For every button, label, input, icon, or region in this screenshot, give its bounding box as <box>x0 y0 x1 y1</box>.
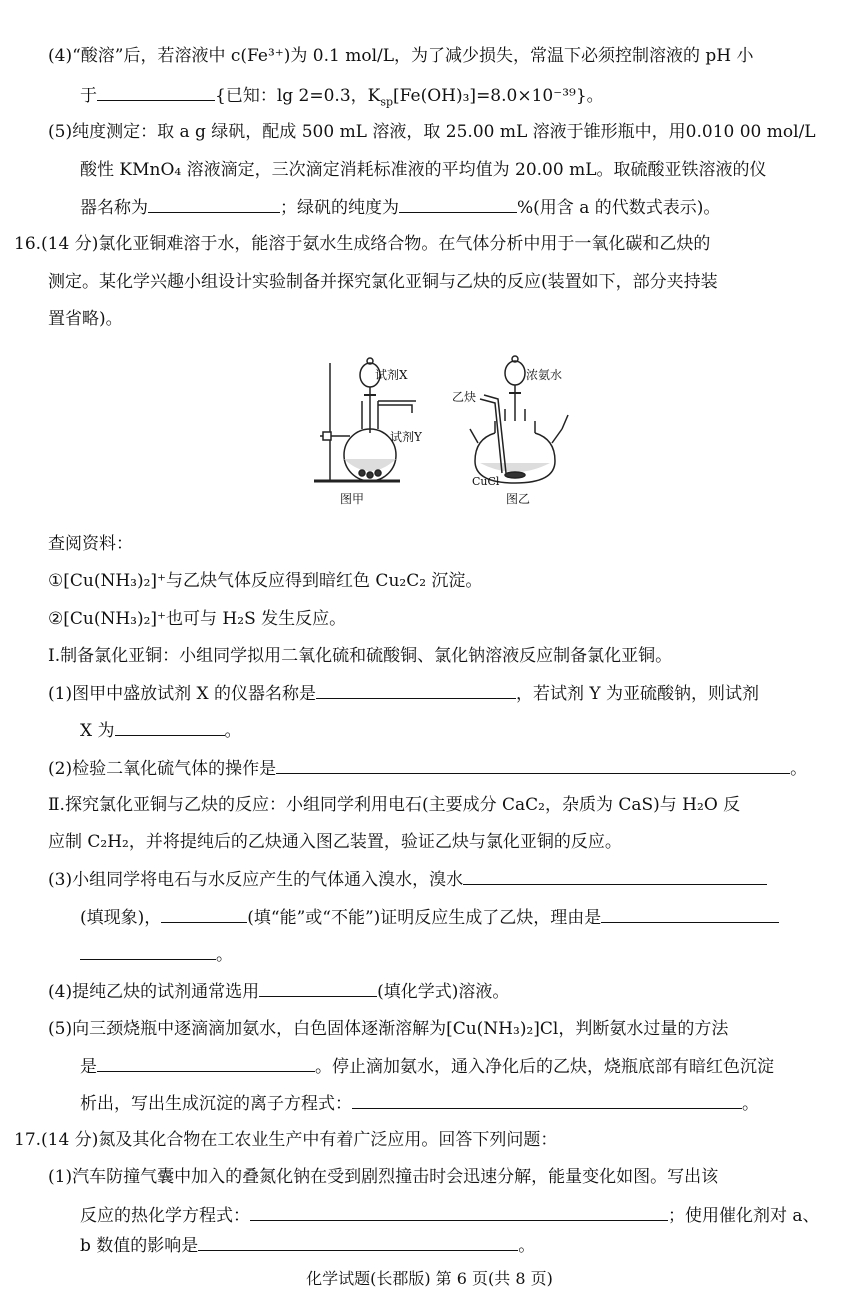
text: (1)图甲中盛放试剂 X 的仪器名称是 <box>48 684 316 704</box>
q16-4-line <box>48 980 509 1003</box>
label-ammonia: 浓氨水 <box>526 368 563 382</box>
q16-heading-line3: 置省略)。 <box>48 309 123 329</box>
text: 。 <box>742 1094 759 1114</box>
text: (填化学式)溶液。 <box>377 982 510 1002</box>
text: 。 <box>216 945 233 965</box>
page-footer: 化学试题(长郡版) 第 6 页(共 8 页) <box>306 1269 553 1288</box>
text: 。停止滴加氨水，通入净化后的乙炔，烧瓶底部有暗红色沉淀 <box>315 1057 774 1077</box>
q16-5-line1: (5)向三颈烧瓶中逐滴滴加氨水，白色固体逐渐溶解为[Cu(NH₃)₂]Cl，判断氨水过量的方法 <box>48 1019 729 1039</box>
answer-blank[interactable] <box>399 196 517 213</box>
answer-blank[interactable] <box>80 943 216 960</box>
text: 于 <box>80 86 97 106</box>
answer-blank[interactable] <box>259 980 377 997</box>
text: (填现象)， <box>80 908 162 928</box>
text: (2)检验二氧化硫气体的操作是 <box>48 759 277 779</box>
q16-1-line1 <box>48 682 759 705</box>
q16-3-line1 <box>48 868 767 891</box>
q16-heading-line1: 16.(14 分)氯化亚铜难溶于水，能溶于氨水生成络合物。在气体分析中用于一氧化碳和乙炔的 <box>14 234 711 254</box>
label-figure-jia: 图甲 <box>340 492 365 506</box>
part-2-heading-line2: 应制 C₂H₂，并将提纯后的乙炔通入图乙装置，验证乙炔与氯化亚铜的反应。 <box>48 832 622 852</box>
text: ；绿矾的纯度为 <box>280 198 399 218</box>
answer-blank[interactable] <box>601 906 779 923</box>
text: 是 <box>80 1057 97 1077</box>
answer-blank[interactable] <box>250 1204 668 1221</box>
q15-p4-line1: (4)“酸溶”后，若溶液中 c(Fe³⁺)为 0.1 mol/L，为了减少损失，常温下必须控制溶液的 pH 小 <box>48 46 754 66</box>
part-1-heading: Ⅰ.制备氯化亚铜：小组同学拟用二氧化硫和硫酸铜、氯化钠溶液反应制备氯化亚铜。 <box>48 646 673 666</box>
text: %(用含 a 的代数式表示)。 <box>517 198 721 218</box>
answer-blank[interactable] <box>316 682 516 699</box>
answer-blank[interactable] <box>276 757 790 774</box>
text: 反应的热化学方程式： <box>80 1206 250 1226</box>
q15-p5-line3 <box>80 196 720 219</box>
q16-5-line3 <box>80 1092 759 1115</box>
answer-blank[interactable] <box>115 719 225 736</box>
apparatus-figure <box>300 343 580 513</box>
q17-1-line1: (1)汽车防撞气囊中加入的叠氮化钠在受到剧烈撞击时会迅速分解，能量变化如图。写出该 <box>48 1167 719 1187</box>
answer-blank[interactable] <box>463 868 767 885</box>
q15-p5-line1: (5)纯度测定：取 a g 绿矾，配成 500 mL 溶液，取 25.00 mL 溶液于锥形瓶中，用0.010 00 mol/L <box>48 122 816 142</box>
answer-blank[interactable] <box>198 1234 518 1251</box>
answer-blank[interactable] <box>148 196 280 213</box>
q17-heading: 17.(14 分)氮及其化合物在工农业生产中有着广泛应用。回答下列问题： <box>14 1130 558 1150</box>
q16-1-line2 <box>80 719 242 742</box>
label-figure-yi: 图乙 <box>506 492 531 506</box>
text: 。 <box>518 1236 536 1256</box>
q16-heading-line2: 测定。某化学兴趣小组设计实验制备并探究氯化亚铜与乙炔的反应(装置如下，部分夹持装 <box>48 272 718 292</box>
answer-blank[interactable] <box>352 1092 742 1109</box>
q17-1-line3 <box>80 1234 535 1257</box>
text: (填“能”或“不能”)证明反应生成了乙炔，理由是 <box>247 908 602 928</box>
text: ，若试剂 Y 为亚硫酸钠，则试剂 <box>516 684 760 704</box>
text: 。 <box>790 759 808 779</box>
text: 器名称为 <box>80 198 148 218</box>
part-2-heading-line1: Ⅱ.探究氯化亚铜与乙炔的反应：小组同学利用电石(主要成分 CaC₂，杂质为 CaS)与 H₂O 反 <box>48 795 741 815</box>
reference-item-2: ②[Cu(NH₃)₂]⁺也可与 H₂S 发生反应。 <box>48 609 347 629</box>
q16-3-line2 <box>80 906 779 929</box>
q17-1-line2 <box>80 1204 820 1227</box>
text: X 为 <box>80 721 115 741</box>
text: (4)提纯乙炔的试剂通常选用 <box>48 982 260 1002</box>
label-reagent-x: 试剂X <box>375 368 408 382</box>
text: ；使用催化剂对 a、 <box>668 1206 820 1226</box>
q15-p5-line2: 酸性 KMnO₄ 溶液滴定，三次滴定消耗标准液的平均值为 20.00 mL。取硫酸亚铁溶液的仪 <box>80 160 767 180</box>
text: [Fe(OH)₃]=8.0×10⁻³⁹}。 <box>393 86 604 106</box>
label-alkyne: 乙炔 <box>452 390 477 404</box>
answer-blank[interactable] <box>97 84 215 101</box>
text: 析出，写出生成沉淀的离子方程式： <box>80 1094 352 1114</box>
label-cucl: CuCl <box>472 475 500 488</box>
text: (3)小组同学将电石与水反应产生的气体通入溴水，溴水 <box>48 870 464 890</box>
reference-title: 查阅资料： <box>48 534 133 554</box>
text: {已知：lg 2=0.3，K <box>215 86 381 106</box>
label-reagent-y: 试剂Y <box>390 430 422 444</box>
text: sp <box>380 95 394 109</box>
text: b 数值的影响是 <box>80 1236 199 1256</box>
reference-item-1: ①[Cu(NH₃)₂]⁺与乙炔气体反应得到暗红色 Cu₂C₂ 沉淀。 <box>48 571 483 591</box>
apparatus-diagram <box>300 343 580 513</box>
q16-2-line <box>48 757 807 780</box>
q16-3-line3 <box>80 943 233 966</box>
answer-blank[interactable] <box>97 1055 315 1072</box>
text: 。 <box>224 721 242 741</box>
q15-p4-line2 <box>80 84 604 107</box>
answer-blank[interactable] <box>161 906 247 923</box>
q16-5-line2 <box>80 1055 774 1078</box>
